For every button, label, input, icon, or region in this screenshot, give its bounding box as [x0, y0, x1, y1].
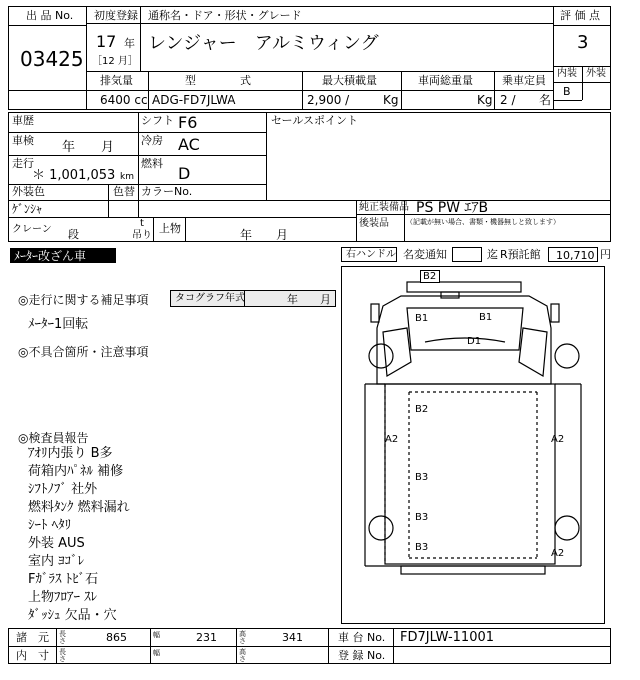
first-registration-label: 初度登録	[94, 9, 138, 22]
width-label-2: 幅	[153, 649, 160, 657]
cab-left-window	[383, 328, 411, 376]
capacity-unit: Kg	[383, 93, 399, 107]
interior-dims-label: 内 寸	[16, 649, 49, 662]
color-change-label: 色替	[113, 185, 135, 198]
model-value: ADG-FD7JLWA	[152, 93, 236, 107]
tachograph-value: 年 月	[287, 293, 331, 306]
damage-mark: B3	[415, 512, 429, 523]
tachograph-label: タコグラフ年式	[175, 293, 245, 304]
crane-label: クレーン	[12, 224, 52, 235]
damage-mark: B3	[415, 542, 429, 553]
list-item: ｼｰﾄ ﾍﾀﾘ	[28, 518, 72, 533]
list-item: 荷箱内ﾊﾟﾈﾙ 補修	[28, 464, 124, 479]
front-left-wheel	[369, 344, 393, 368]
crane-hang-unit: 吊り	[132, 230, 152, 241]
rear-left-wheel	[369, 516, 393, 540]
inspection-label: 車検	[12, 134, 34, 147]
chassis-value: FD7JLW-11001	[400, 630, 495, 645]
equipment-label: 純正装備品	[359, 202, 409, 213]
fuel-value: D	[178, 164, 191, 183]
running-note: ﾒｰﾀｰ1回転	[28, 317, 89, 332]
handle-box: 右ハンドル	[341, 247, 397, 262]
mileage-unit: km	[120, 172, 134, 182]
length-label-2: 長さ	[59, 648, 66, 663]
cab-outline	[377, 296, 551, 384]
gvw-label: 車両総重量	[418, 74, 473, 87]
model-label: 型 式	[185, 74, 251, 87]
shift-label: シフト	[141, 114, 174, 127]
damage-mark: B3	[415, 472, 429, 483]
interior-grade: B	[563, 85, 571, 98]
defects-title: ◎不具合箇所・注意事項	[18, 345, 149, 359]
ac-label: 冷房	[141, 134, 163, 147]
list-item: 室内 ﾖｺﾞﾚ	[28, 554, 85, 569]
year-unit: 年	[124, 37, 135, 50]
color-label: 外装色	[12, 185, 45, 198]
name-change-box	[452, 247, 482, 262]
length-value: 865	[106, 631, 127, 644]
list-item: ｼﾌﾄﾉﾌﾞ 社外	[28, 482, 98, 497]
inspection-value: 年 月	[62, 140, 115, 155]
score-label: 評 価 点	[560, 9, 600, 22]
height-label-2: 高さ	[239, 648, 246, 663]
equipment-value: PS PW ｴｱB	[416, 200, 489, 216]
damage-mark: D1	[467, 336, 482, 347]
dashboard	[425, 338, 505, 342]
rear-right-wheel	[555, 516, 579, 540]
lot-number: 03425	[20, 47, 84, 71]
list-item: 外装 AUS	[28, 536, 85, 551]
name-change-label: 名変通知	[403, 248, 447, 261]
registration-month: ［12 月］	[92, 56, 138, 67]
list-item: 上物ﾌﾛｱｰ ｽﾚ	[28, 590, 98, 605]
chassis-label: 車 台 No.	[338, 631, 386, 644]
front-bumper	[407, 282, 521, 292]
rear-bumper	[401, 566, 545, 574]
truck-diagram	[341, 266, 605, 624]
capacity-label: 最大積載量	[322, 74, 377, 87]
damage-mark: B1	[415, 313, 429, 324]
displacement-value: 6400 cc	[100, 93, 148, 107]
displacement-label: 排気量	[100, 74, 133, 87]
ac-value: AC	[178, 135, 200, 154]
deposit-label: R預託館	[500, 248, 541, 261]
car-name: レンジャー アルミウィング	[148, 33, 379, 54]
post-equipment-label: 後装品	[359, 218, 389, 229]
front-right-wheel	[555, 344, 579, 368]
crane-stage: 段	[68, 228, 79, 241]
front-grille-tab	[441, 292, 459, 298]
tamper-badge: ﾒｰﾀｰ改ざん車	[10, 248, 116, 263]
crane-ton-unit: t	[140, 218, 144, 229]
damage-mark-b2-top: B2	[420, 270, 440, 283]
running-notes-title: ◎走行に関する補足事項	[18, 293, 149, 307]
damage-mark: A2	[551, 434, 565, 445]
seats-value: 2 /	[500, 93, 516, 107]
deposit-unit: 円	[600, 248, 611, 261]
color-value: ｹﾞﾝｼｬ	[12, 202, 43, 216]
fuel-label: 燃料	[141, 157, 163, 170]
damage-mark: B2	[415, 404, 429, 415]
lot-label: 出 品 No.	[26, 9, 74, 22]
history-label: 車歴	[12, 114, 34, 127]
right-mirror	[551, 304, 559, 322]
seats-unit: 名	[539, 93, 552, 107]
post-equipment-note: （記載が無い場合、書類・機器無しと致します）	[406, 218, 560, 226]
seats-label: 乗車定員	[502, 74, 546, 87]
register-label: 登 録 No.	[338, 649, 386, 662]
dims-label: 諸 元	[16, 631, 49, 644]
cab-right-window	[519, 328, 547, 376]
deposit-value: 10,710	[548, 247, 598, 262]
list-item: Fｶﾞﾗｽ ﾄﾋﾞ石	[28, 572, 99, 587]
capacity-value: 2,900 /	[307, 93, 350, 107]
width-label: 幅	[153, 631, 160, 639]
color-number-label: カラーNo.	[141, 185, 193, 198]
exterior-grade-label: 外装	[586, 68, 606, 79]
list-item: 燃料ﾀﾝｸ 燃料漏れ	[28, 500, 130, 515]
height-label: 高さ	[239, 630, 246, 645]
left-mirror	[371, 304, 379, 322]
registration-year: 17	[96, 32, 117, 51]
height-value: 341	[282, 631, 303, 644]
list-item: ﾀﾞｯｼｭ 欠品・穴	[28, 608, 117, 623]
car-name-label: 通称名・ドア・形状・グレード	[148, 9, 302, 22]
mileage-label: 走行	[12, 157, 34, 170]
inspector-report-title: ◎検査員報告	[18, 431, 89, 445]
upper-value: 年 月	[240, 228, 289, 242]
mileage-value: ＊ 1,001,053	[32, 168, 116, 183]
score-value: 3	[577, 32, 589, 53]
shift-value: F6	[178, 113, 198, 132]
cargo-box	[385, 384, 555, 564]
interior-grade-label: 内装	[557, 68, 577, 79]
damage-mark: A2	[385, 434, 399, 445]
deadline-label: 迄	[487, 248, 498, 261]
gvw-unit: Kg	[477, 93, 493, 107]
damage-mark: A2	[551, 548, 565, 559]
width-value: 231	[196, 631, 217, 644]
damage-mark: B1	[479, 312, 493, 323]
length-label: 長さ	[59, 630, 66, 645]
sales-point-label: セールスポイント	[271, 114, 359, 127]
list-item: ｱｵﾘ内張り B多	[28, 446, 113, 461]
upper-label: 上物	[159, 222, 181, 235]
